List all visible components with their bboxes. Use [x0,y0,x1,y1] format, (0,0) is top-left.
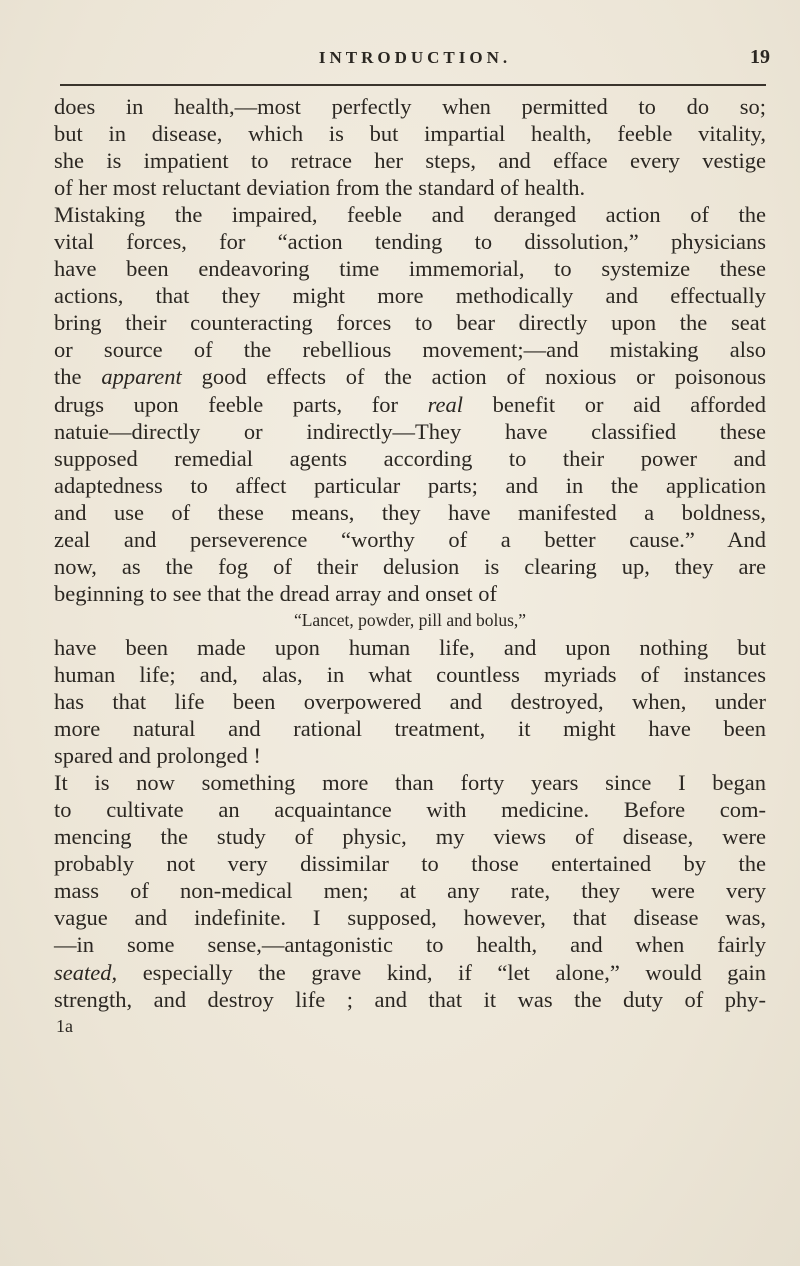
text-line: beginning to see that the dread array and onset of [54,580,497,606]
italic-word: apparent [101,364,182,390]
text-line: she is impatient to retrace her steps, and efface every vestige [54,148,766,174]
body-text [54,93,766,1040]
text-line: has that life been overpowered and destroyed, when, under [54,689,766,715]
text-line: more natural and rational treatment, it might have been [54,716,766,742]
text-line: supposed remedial agents according to their power and [54,445,766,471]
text-line [54,959,766,986]
text-line: actions, that they might more methodically and effectually [54,283,766,309]
text-line: does in health,—most perfectly when permitted to do so; [54,94,766,119]
text-line: mencing the study of physic, my views of disease, were [54,824,766,850]
text-line: vital forces, for “action tending to dissolution,” physicians [54,229,766,255]
text-line: of her most reluctant deviation from the standard of health. [54,175,586,201]
text-line [54,363,766,390]
text-line [54,391,766,418]
text-line: probably not very dissimilar to those entertained by the [54,851,766,877]
text-line: spared and prolonged ! [54,743,261,769]
text-line: bring their counteracting forces to bear directly upon the seat [54,310,766,336]
text-line: —in some sense,—antagonistic to health, and when fairly [54,932,766,958]
signature-mark: 1a [56,1015,73,1036]
text-run: the [54,364,102,390]
text-run: drugs upon feeble parts, for [54,391,428,417]
running-head [60,48,770,78]
text-run: good effects of the action of noxious or poisonous [181,364,766,390]
text-run: especially the grave kind, if “let alone,” would gain [117,959,766,985]
text-line: adaptedness to affect particular parts; and in the application [54,472,766,498]
text-line: “Lancet, powder, pill and bolus,” [293,609,527,630]
text-line: now, as the fog of their delusion is clearing up, they are [54,553,766,579]
text-line: have been endeavoring time immemorial, to systemize these [54,256,766,282]
italic-word: seated, [54,959,118,985]
text-line: vague and indefinite. I supposed, however, that disease was, [54,905,766,931]
text-line: Mistaking the impaired, feeble and deranged action of the [54,202,766,228]
header-rule [60,84,766,86]
text-run: benefit or aid afforded [463,391,766,417]
text-line: strength, and destroy life ; and that it was the duty of phy- [54,986,766,1012]
text-line: human life; and, alas, in what countless myriads of instances [54,661,766,687]
italic-word: real [427,391,464,417]
text-line: natuie—directly or indirectly—They have classified these [54,418,766,444]
text-line: mass of non-medical men; at any rate, they were very [54,878,766,904]
text-line: zeal and perseverence “worthy of a better cause.” And [54,526,766,552]
text-line: have been made upon human life, and upon nothing but [54,634,766,660]
text-line: or source of the rebellious movement;—and mistaking also [54,337,766,363]
text-line: but in disease, which is but impartial health, feeble vitality, [54,121,766,147]
text-line: It is now something more than forty years since I began [54,770,766,796]
text-line: to cultivate an acquaintance with medicine. Before com- [54,797,766,823]
text-line: and use of these means, they have manifested a boldness, [54,499,766,525]
page-number: 19 [750,46,770,68]
running-title: INTRODUCTION. [318,48,512,67]
